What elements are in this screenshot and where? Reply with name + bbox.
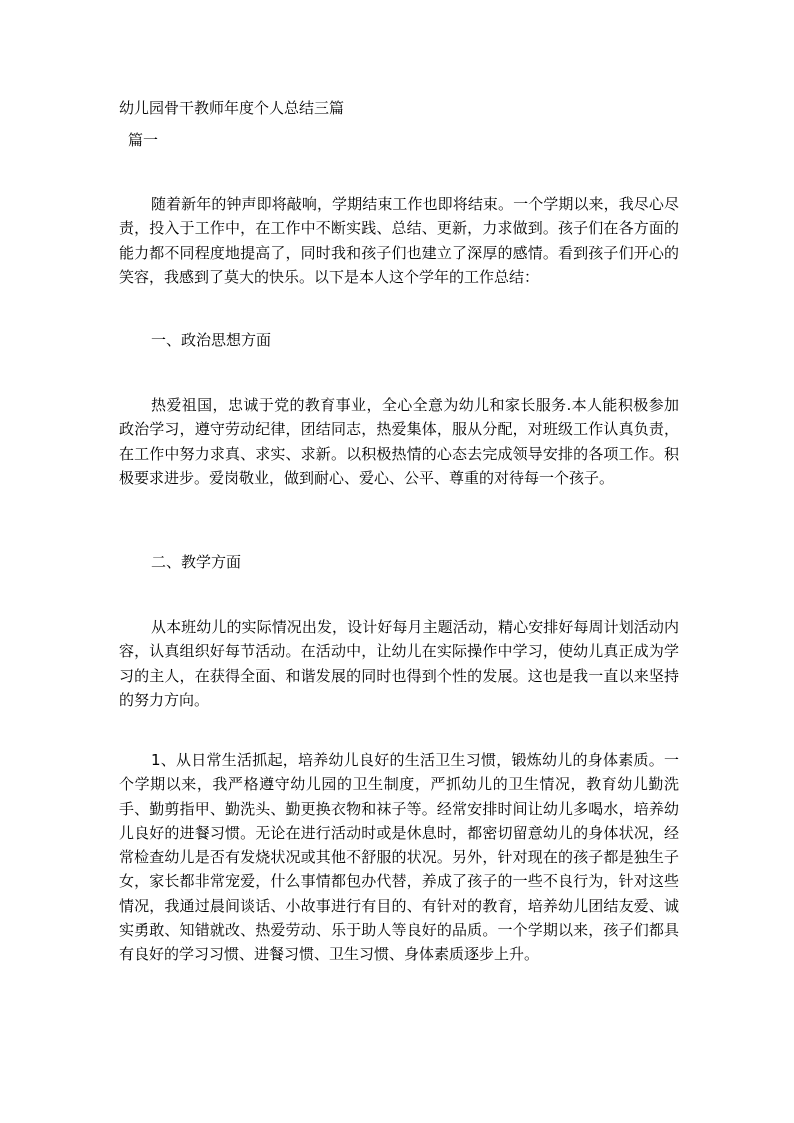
section-heading-teaching: 二、教学方面	[151, 553, 242, 571]
intro-paragraph: 随着新年的钟声即将敲响，学期结束工作也即将结束。一个学期以来，我尽心尽责，投入于工作中，在工作中不断实践、总结、更新，力求做到。孩子们在各方面的能力都不同程度地提高了，同时我和孩子们也建立了深厚的感情。看到孩子们开心的笑容，我感到了莫大的快乐。以下是本人这个学年的工作总结：	[119, 195, 679, 286]
document-title: 幼儿园骨干教师年度个人总结三篇	[119, 99, 345, 117]
section-paragraph-teaching: 从本班幼儿的实际情况出发，设计好每月主题活动，精心安排好每周计划活动内容，认真组织好每节活动。在活动中，让幼儿在实际操作中学习，使幼儿真正成为学习的主人，在获得全面、和谐发展的同时也得到个性的发展。这也是我一直以来坚持的努力方向。	[119, 618, 679, 709]
section-heading-politics: 一、政治思想方面	[151, 331, 272, 349]
section-paragraph-politics: 热爱祖国，忠诚于党的教育事业，全心全意为幼儿和家长服务.本人能积极参加政治学习，遵守劳动纪律，团结同志，热爱集体，服从分配，对班级工作认真负责，在工作中努力求真、求实、求新。以积极热情的心态去完成领导安排的各项工作。积极要求进步。爱岗敬业，做到耐心、爱心、公平、尊重的对待每一个孩子。	[119, 396, 679, 487]
document-subtitle: 篇一	[128, 131, 159, 149]
list-item-daily-life: 1、从日常生活抓起，培养幼儿良好的生活卫生习惯，锻炼幼儿的身体素质。一个学期以来，我严格遵守幼儿园的卫生制度，严抓幼儿的卫生情况，教育幼儿勤洗手、勤剪指甲、勤洗头、勤更换衣物和袜子等。经常安排时间让幼儿多喝水，培养幼儿良好的进餐习惯。无论在进行活动时或是休息时，都密切留意幼儿的身体状况，经常检查幼儿是否有发烧状况或其他不舒服的状况。另外，针对现在的孩子都是独生子女，家长都非常宠爱，什么事情都包办代替，养成了孩子的一些不良行为，针对这些情况，我通过晨间谈话、小故事进行有目的、有针对的教育，培养幼儿团结友爱、诚实勇敢、知错就改、热爱劳动、乐于助人等良好的品质。一个学期以来，孩子们都具有良好的学习习惯、进餐习惯、卫生习惯、身体素质逐步上升。	[119, 751, 679, 964]
